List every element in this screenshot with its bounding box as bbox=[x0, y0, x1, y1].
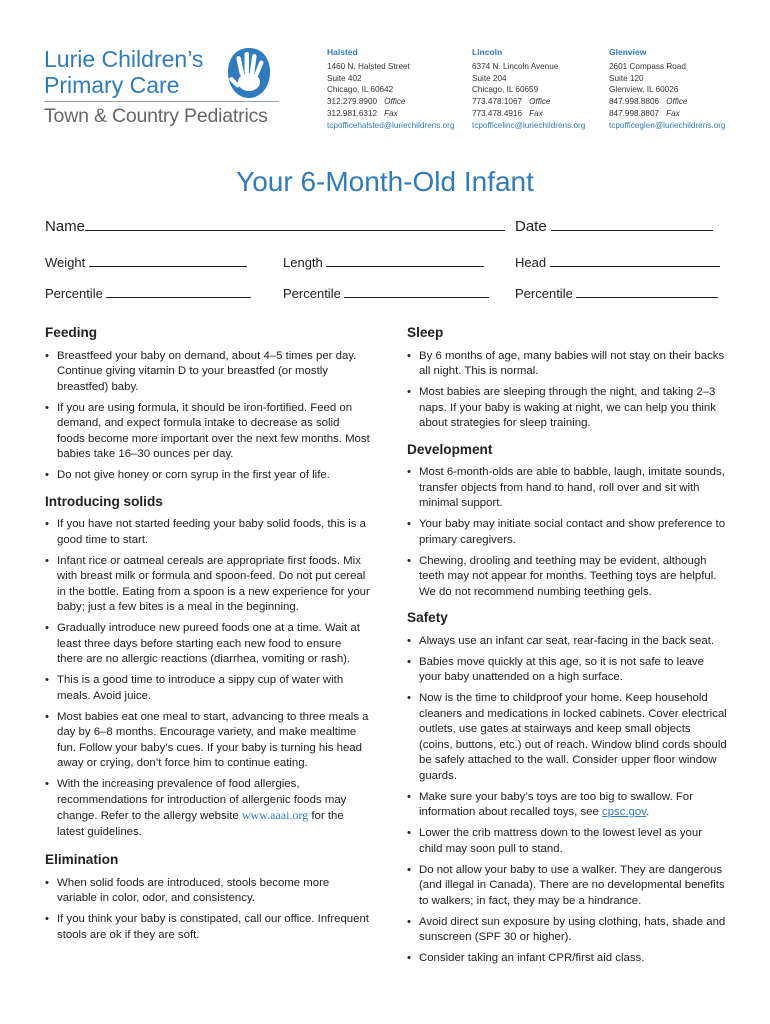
office-phone: 847.998.8806 bbox=[609, 97, 660, 107]
percentile-line[interactable] bbox=[106, 285, 251, 298]
toys-text-end: . bbox=[646, 806, 650, 818]
solids-list bbox=[45, 517, 370, 840]
development-list bbox=[407, 465, 727, 600]
name-label: Name bbox=[45, 218, 86, 235]
list-item: • Chewing, drooling and teething may be evident, although teeth may not appear for months. Teething toys are helpful. We do not recommend numbing teething gels. bbox=[407, 554, 727, 601]
office-label: Office bbox=[666, 97, 688, 107]
toys-text: Make sure your baby’s toys are too big to swallow. For information about recalled toys, see bbox=[419, 790, 693, 818]
list-item bbox=[407, 790, 727, 821]
location-city: Chicago, IL 60642 bbox=[327, 85, 394, 95]
list-item: • Consider taking an infant CPR/first aid class. bbox=[407, 951, 727, 967]
allergy-text-end: for the latest guidelines. bbox=[57, 810, 344, 838]
safety-heading: Safety bbox=[407, 610, 448, 625]
percentile-label: Percentile bbox=[515, 286, 573, 301]
head-label: Head bbox=[515, 255, 547, 270]
location-suite: Suite 120 bbox=[609, 73, 644, 83]
percentile-line[interactable] bbox=[576, 285, 718, 298]
list-item: • Babies move quickly at this age, so it is not safe to leave your baby unattended on a high surface. bbox=[407, 655, 727, 686]
left-column bbox=[45, 325, 370, 949]
safety-list bbox=[407, 634, 727, 967]
brand-line-1: Lurie Children’s bbox=[44, 46, 204, 72]
office-label: Office bbox=[384, 97, 406, 107]
fax-number: 312.981.6312 bbox=[327, 108, 378, 118]
feeding-heading: Feeding bbox=[45, 325, 98, 340]
date-field[interactable] bbox=[515, 218, 713, 235]
location-lincoln bbox=[472, 47, 585, 132]
cpsc-link[interactable]: cpsc.gov bbox=[602, 806, 647, 818]
elimination-list bbox=[45, 876, 370, 944]
list-item: • Gradually introduce new pureed foods one at a time. Wait at least three days before starting each new food to ensure there are no allergic reactions (diarrhea, vomiting or rash). bbox=[45, 621, 370, 668]
length-line[interactable] bbox=[326, 254, 484, 267]
name-field[interactable] bbox=[45, 218, 505, 235]
fax-number: 773.478.4916 bbox=[472, 108, 523, 118]
elimination-heading: Elimination bbox=[45, 852, 119, 867]
fax-label: Fax bbox=[384, 108, 398, 118]
list-item: • Breastfeed your baby on demand, about 4–5 times per day. Continue giving vitamin D to your breastfed (or mostly breastfed) baby. bbox=[45, 349, 370, 396]
office-phone: 312.279.8900 bbox=[327, 97, 378, 107]
list-item: • Most babies eat one meal to start, advancing to three meals a day by 6–8 months. Encourage variety, and make mealtime fun. Follow your baby’s cues. If your baby is turning his head away or crying, don’t force him to continue eating. bbox=[45, 710, 370, 772]
location-city: Chicago, IL 60659 bbox=[472, 85, 539, 95]
location-street: 1460 N. Halsted Street bbox=[327, 61, 410, 71]
list-item: • Do not allow your baby to use a walker. They are dangerous (and illegal in Canada). There are no developmental benefits to walkers; in fact, they may be a hindrance. bbox=[407, 863, 727, 910]
location-suite: Suite 402 bbox=[327, 73, 362, 83]
list-item: • Your baby may initiate social contact and show preference to primary caregivers. bbox=[407, 517, 727, 548]
list-item: • By 6 months of age, many babies will not stay on their backs all night. This is normal. bbox=[407, 349, 727, 380]
weight-line[interactable] bbox=[89, 254, 247, 267]
list-item: • Now is the time to childproof your home. Keep household cleaners and medications in locked cabinets. Cover electrical outlets, use gates at stairways and keep small objects (coins, buttons, etc.) out of reach. Window blind cords should be safely attached to the wall. Consider upper floor window guards. bbox=[407, 691, 727, 784]
location-email[interactable]: tcpofficeglen@luriechildrens.org bbox=[609, 120, 726, 130]
weight-field[interactable] bbox=[45, 254, 247, 270]
list-item bbox=[45, 777, 370, 840]
list-item: • Infant rice or oatmeal cereals are appropriate first foods. Mix with breast milk or formula and spoon-feed. Do not put cereal in the bottle. Eating from a spoon is a new experience for your baby; just a few bites is a meal in the beginning. bbox=[45, 554, 370, 616]
brand-line-3: Town & Country Pediatrics bbox=[44, 105, 268, 127]
head-field[interactable] bbox=[515, 254, 720, 270]
weight-label: Weight bbox=[45, 255, 86, 270]
right-column bbox=[407, 325, 727, 972]
list-item: • Most babies are sleeping through the night, and taking 2–3 naps. If your baby is waking at night, we can help you think about strategies for sleep training. bbox=[407, 385, 727, 432]
date-label: Date bbox=[515, 218, 547, 235]
list-item: • If you are using formula, it should be iron-fortified. Feed on demand, and expect formula intake to decrease as solid foods become more important over the next few months. Most babies take 16–30 ounces per day. bbox=[45, 401, 370, 463]
weight-percentile-field[interactable] bbox=[45, 285, 251, 301]
list-item: • If you think your baby is constipated, call our office. Infrequent stools are ok if they are soft. bbox=[45, 912, 370, 943]
length-field[interactable] bbox=[283, 254, 484, 270]
list-item: • Lower the crib mattress down to the lowest level as your child may soon pull to stand. bbox=[407, 826, 727, 857]
allergy-text: With the increasing prevalence of food allergies, recommendations for introduction of allergenic foods may change. Refer to the allergy website bbox=[57, 778, 347, 822]
solids-heading: Introducing solids bbox=[45, 493, 163, 509]
fax-label: Fax bbox=[666, 108, 680, 118]
list-item: • Always use an infant car seat, rear-facing in the back seat. bbox=[407, 634, 727, 650]
location-halsted bbox=[327, 47, 454, 132]
page-title: Your 6-Month-Old Infant bbox=[236, 166, 534, 197]
fax-number: 847.998.8807 bbox=[609, 108, 660, 118]
head-percentile-field[interactable] bbox=[515, 285, 718, 301]
location-name: Glenview bbox=[609, 47, 647, 57]
location-glenview bbox=[609, 47, 725, 132]
office-phone: 773.478.1067 bbox=[472, 97, 523, 107]
date-line[interactable] bbox=[551, 218, 713, 231]
sleep-heading: Sleep bbox=[407, 325, 444, 340]
length-percentile-field[interactable] bbox=[283, 285, 489, 301]
brand-line-2: Primary Care bbox=[44, 72, 180, 98]
name-line[interactable] bbox=[85, 218, 505, 231]
list-item: • If you have not started feeding your baby solid foods, this is a good time to start. bbox=[45, 517, 370, 548]
percentile-label: Percentile bbox=[283, 286, 341, 301]
list-item: • Do not give honey or corn syrup in the first year of life. bbox=[45, 468, 370, 484]
hand-icon bbox=[226, 46, 272, 100]
feeding-list bbox=[45, 349, 370, 484]
sleep-list bbox=[407, 349, 727, 432]
location-city: Glenview, IL 60026 bbox=[609, 85, 679, 95]
location-street: 2601 Compass Road bbox=[609, 61, 686, 71]
head-line[interactable] bbox=[550, 254, 720, 267]
location-suite: Suite 204 bbox=[472, 73, 507, 83]
allergy-link[interactable]: www.aaai.org bbox=[241, 808, 309, 822]
office-label: Office bbox=[529, 97, 551, 107]
location-name: Lincoln bbox=[472, 47, 503, 57]
list-item: • When solid foods are introduced, stools become more variable in color, odor, and consistency. bbox=[45, 876, 370, 907]
percentile-line[interactable] bbox=[344, 285, 489, 298]
location-street: 6374 N. Lincoln Avenue bbox=[472, 61, 559, 71]
fax-label: Fax bbox=[529, 108, 543, 118]
list-item: • Most 6-month-olds are able to babble, laugh, imitate sounds, transfer objects from hand to hand, roll over and sit with minimal support. bbox=[407, 465, 727, 512]
location-name: Halsted bbox=[327, 47, 358, 57]
development-heading: Development bbox=[407, 441, 493, 457]
percentile-label: Percentile bbox=[45, 286, 103, 301]
location-email[interactable]: tcpofficelinc@luriechildrens.org bbox=[472, 120, 586, 130]
list-item: • Avoid direct sun exposure by using clothing, hats, shade and sunscreen (SPF 30 or higher). bbox=[407, 915, 727, 946]
location-email[interactable]: tcpofficehalsted@luriechildrens.org bbox=[327, 120, 455, 130]
length-label: Length bbox=[283, 255, 323, 270]
brand-divider bbox=[44, 101, 279, 102]
list-item: • This is a good time to introduce a sippy cup of water with meals. Avoid juice. bbox=[45, 673, 370, 704]
